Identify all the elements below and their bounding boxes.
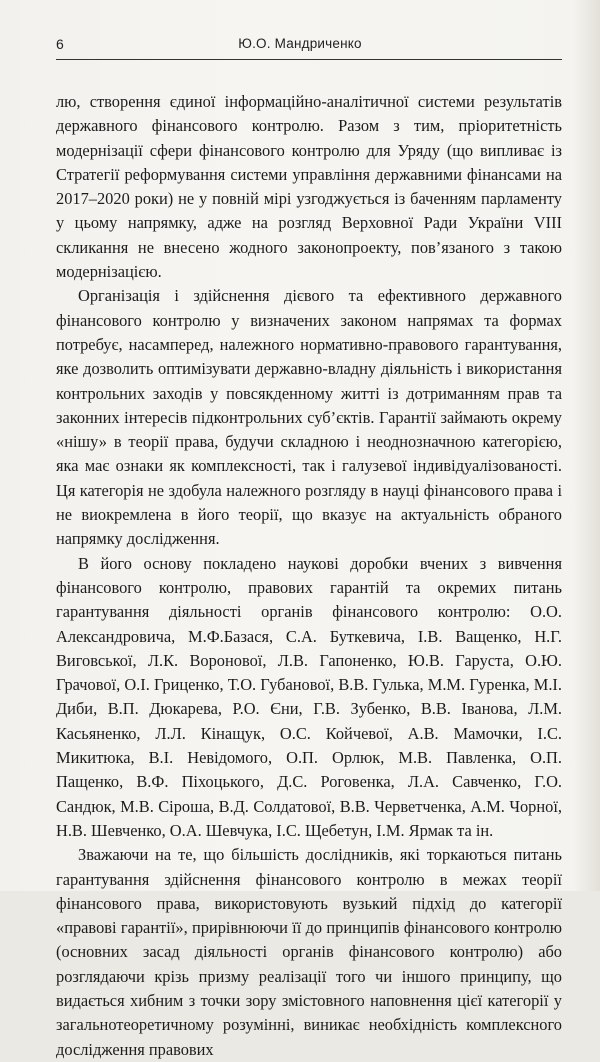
paragraph-researchers: Зважаючи на те, що більшість дослідників, які торкаються питань гарантування здійснення фінансового контролю в межах теорії фінансового права, використовують вузький підхід до категорії «правові гарантії», прирівнюючи її до принципів фінансового контролю (основних засад діяльності органів фінансового контролю) або розглядаючи крізь призму реалізації того чи іншого принципу, що видається хибним з точки зору змістовного наповнення цієї категорії у загальнотеоретичному розумінні, виникає необхідність комплексного дослідження правових	[56, 845, 562, 1059]
paragraph-scholars: В його основу покладено наукові доробки вчених з вивчення фінансового контролю, правових гарантій та окремих питань гарантування діяльності органів фінансового контролю: О.О. Александровича, М.Ф.Базася, С.А. Буткевича, І.В. Ващенко, Н.Г. Виговської, Л.К. Воронової, Л.В. Гапоненко, Ю.В. Гаруста, О.Ю. Грачової, О.І. Гриценко, Т.О. Губанової, В.В. Гулька, М.М. Гуренка, М.І. Диби, В.П. Дюкарева, Р.О. Єни, Г.В. Зубенко, В.В. Іванова, Л.М. Касьяненко, Л.Л. Кінащук, О.С. Койчевої, А.В. Мамочки, І.С. Микитюка, В.І. Невідомого, О.П. Орлюк, М.В. Павленка, О.П. Пащенко, В.Ф. Піхоцького, Д.С. Роговенка, Л.А. Савченко, Г.О. Сандюк, М.В. Сіроша, В.Д. Солдатової, В.В. Черветченка, А.М. Чорної, Н.В. Шевченко, О.А. Шевчука, І.С. Щебетун, І.М. Ярмак та ін.	[56, 553, 562, 840]
body-text	[56, 90, 562, 1062]
paragraph-continuation: лю, створення єдиної інформаційно-аналітичної системи результатів державного фінансового контролю. Разом з тим, пріоритетність модернізації сфери фінансового контролю для Уряду (що випливає із Стратегії реформування системи управління державними фінансами на 2017–2020 роки) не у повній мірі узгоджується із баченням парламенту у цьому напрямку, адже на розгляд Верховної Ради України VIII скликання не внесено жодного законопроекту, пов’язаного з такою модернізацією.	[56, 92, 562, 282]
header-rule	[56, 59, 562, 60]
page-header	[0, 0, 600, 70]
page-edge-shadow	[574, 0, 600, 891]
page-number: 6	[56, 36, 64, 52]
running-head: Ю.О. Мандриченко	[238, 36, 362, 51]
paragraph-organization: Організація і здійснення дієвого та ефективного державного фінансового контролю у визначених законом напрямах та формах потребує, насамперед, належного нормативно-правового гарантування, яке дозволить оптимізувати державно-владну діяльність і використання контрольних заходів у повсякденному житті із дотриманням прав та законних інтересів підконтрольних суб’єктів. Гарантії займають окрему «нішу» в теорії права, будучи складною і неоднозначною категорією, яка має ознаки як комплексності, так і галузевої індивідуалізованості. Ця категорія не здобула належного розгляду в науці фінансового права і не виокремлена в його теорії, що вказує на актуальність обраного напрямку дослідження.	[56, 286, 562, 549]
